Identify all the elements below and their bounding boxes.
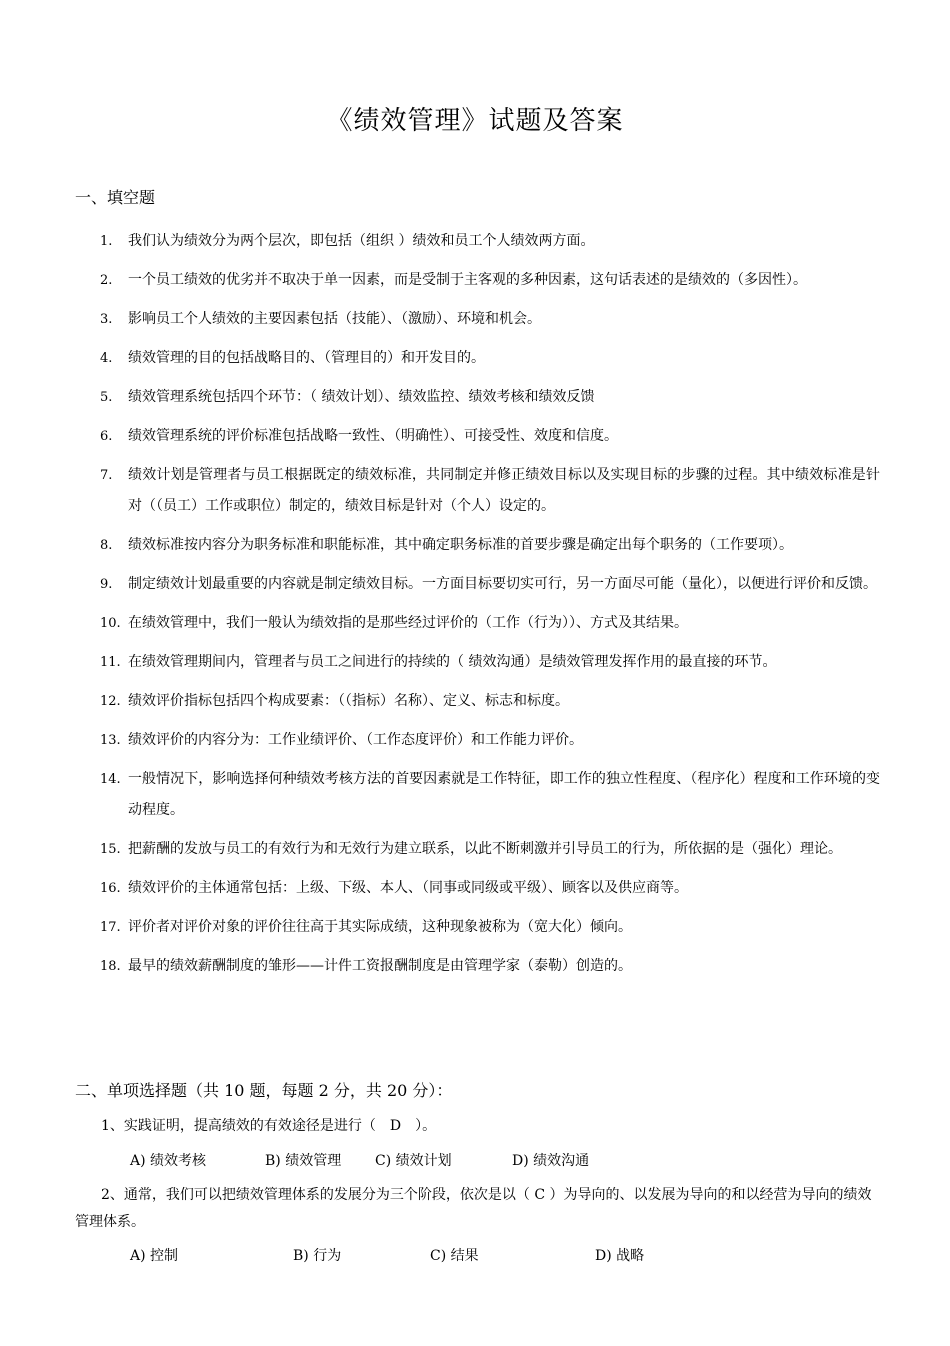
option-d: D) 战略: [595, 1248, 645, 1264]
list-item: [100, 834, 880, 865]
option-a: A) 绩效考核: [130, 1153, 207, 1169]
item-text: 评价者对评价对象的评价往往高于其实际成绩，这种现象被称为（宽大化）倾向。: [128, 919, 632, 935]
list-item: [100, 725, 880, 756]
item-number: 11.: [100, 655, 121, 670]
list-item: [100, 912, 880, 943]
item-text: 绩效评价的内容分为：工作业绩评价、（工作态度评价）和工作能力评价。: [128, 732, 583, 748]
item-number: 9.: [100, 577, 113, 592]
list-item: [100, 569, 880, 600]
option-c: C) 绩效计划: [375, 1153, 452, 1169]
item-number: 8.: [100, 538, 113, 553]
question-text: 2、通常，我们可以把绩效管理体系的发展分为三个阶段，依次是以（ C ）为导向的、以发展为导向的和以经营为导向的绩效管理体系。: [75, 1187, 872, 1230]
item-text: 制定绩效计划最重要的内容就是制定绩效目标。一方面目标要切实可行，另一方面尽可能（量化），以便进行评价和反馈。: [128, 576, 877, 592]
item-number: 17.: [100, 920, 121, 935]
list-item: [100, 647, 880, 678]
item-number: 13.: [100, 733, 121, 748]
item-number: 15.: [100, 842, 121, 857]
list-item: [100, 265, 880, 296]
question-1: [75, 1113, 880, 1174]
item-text: 在绩效管理期间内，管理者与员工之间进行的持续的（ 绩效沟通）是绩效管理发挥作用的最直接的环节。: [128, 654, 777, 670]
list-item: [100, 764, 880, 826]
item-text: 一个员工绩效的优劣并不取决于单一因素，而是受制于主客观的多种因素，这句话表述的是绩效的（多因性）。: [128, 272, 807, 288]
document-title: 《绩效管理》试题及答案: [326, 106, 624, 136]
item-text: 把薪酬的发放与员工的有效行为和无效行为建立联系，以此不断刺激并引导员工的行为，所依据的是（强化）理论。: [128, 841, 842, 857]
item-number: 5.: [100, 390, 113, 405]
item-number: 2.: [100, 273, 113, 288]
list-item: [100, 608, 880, 639]
list-item: [100, 343, 880, 374]
item-text: 绩效管理的目的包括战略目的、（管理目的）和开发目的。: [128, 350, 485, 366]
list-item: [100, 951, 880, 982]
item-text: 绩效评价的主体通常包括：上级、下级、本人、（同事或同级或平级）、顾客以及供应商等。: [128, 880, 688, 896]
item-text: 我们认为绩效分为两个层次，即包括（组织 ）绩效和员工个人绩效两方面。: [128, 233, 595, 249]
list-item: [100, 382, 880, 413]
section-heading-fill-in: 一、填空题: [75, 188, 156, 207]
list-item: [100, 304, 880, 335]
item-text: 绩效标准按内容分为职务标准和职能标准，其中确定职务标准的首要步骤是确定出每个职务的（工作要项）。: [128, 537, 793, 553]
list-item: [100, 873, 880, 904]
item-text: 最早的绩效薪酬制度的雏形——计件工资报酬制度是由管理学家（泰勒）创造的。: [128, 958, 632, 974]
option-b: B) 绩效管理: [265, 1153, 342, 1169]
item-number: 1.: [100, 234, 113, 249]
question-2: [75, 1182, 880, 1269]
section-heading-multiple-choice: 二、单项选择题（共 10 题，每题 2 分，共 20 分）：: [75, 1081, 453, 1100]
item-number: 14.: [100, 772, 121, 787]
item-number: 16.: [100, 881, 121, 896]
list-item: [100, 460, 880, 522]
question-text: 1、实践证明，提高绩效的有效途径是进行（ D ）。: [101, 1118, 437, 1134]
list-item: [100, 226, 880, 257]
list-item: [100, 530, 880, 561]
fill-in-list: [100, 226, 880, 990]
item-number: 6.: [100, 429, 113, 444]
item-number: 10.: [100, 616, 121, 631]
item-number: 4.: [100, 351, 113, 366]
option-a: A) 控制: [130, 1248, 179, 1264]
item-text: 影响员工个人绩效的主要因素包括（技能）、（激励）、环境和机会。: [128, 311, 541, 327]
option-row: [75, 1245, 880, 1269]
item-text: 在绩效管理中，我们一般认为绩效指的是那些经过评价的（工作（行为））、方式及其结果。: [128, 615, 688, 631]
item-text: 绩效评价指标包括四个构成要素：（（指标）名称）、定义、标志和标度。: [128, 693, 569, 709]
option-b: B) 行为: [293, 1248, 342, 1264]
option-row: [75, 1150, 880, 1174]
list-item: [100, 686, 880, 717]
item-number: 18.: [100, 959, 121, 974]
item-text: 绩效管理系统的评价标准包括战略一致性、（明确性）、可接受性、效度和信度。: [128, 428, 618, 444]
list-item: [100, 421, 880, 452]
item-number: 12.: [100, 694, 121, 709]
item-number: 7.: [100, 468, 113, 483]
item-text: 一般情况下，影响选择何种绩效考核方法的首要因素就是工作特征，即工作的独立性程度、（程序化）程度和工作环境的变动程度。: [128, 771, 880, 818]
option-c: C) 结果: [430, 1248, 479, 1264]
item-text: 绩效计划是管理者与员工根据既定的绩效标准，共同制定并修正绩效目标以及实现目标的步骤的过程。其中绩效标准是针对（（员工）工作或职位）制定的，绩效目标是针对（个人）设定的。: [128, 467, 880, 514]
option-d: D) 绩效沟通: [512, 1153, 590, 1169]
item-number: 3.: [100, 312, 113, 327]
item-text: 绩效管理系统包括四个环节：（ 绩效计划）、绩效监控、绩效考核和绩效反馈: [128, 389, 595, 405]
